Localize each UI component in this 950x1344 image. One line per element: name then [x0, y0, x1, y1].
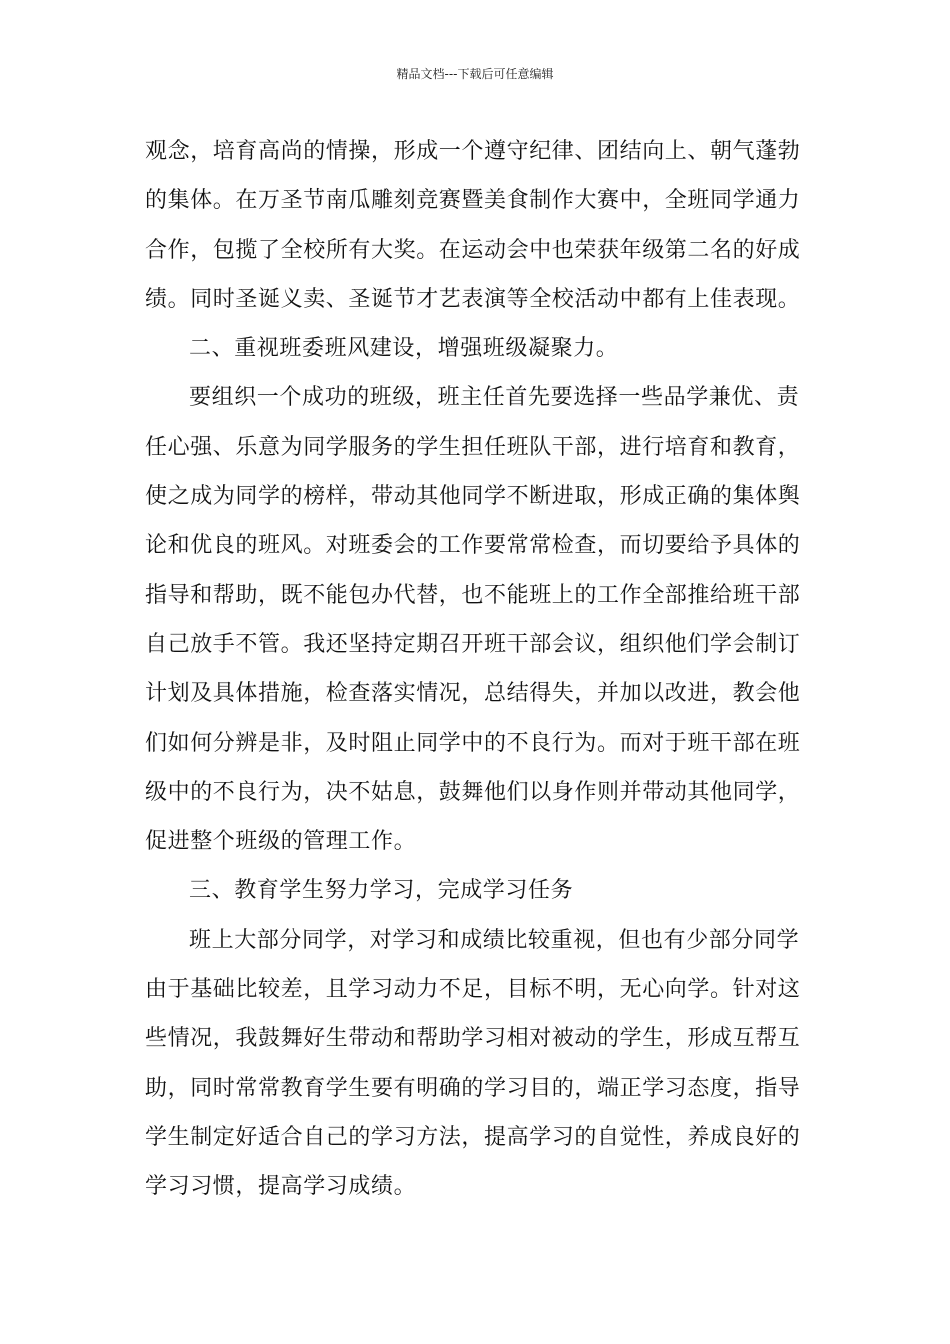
text-line: 学生制定好适合自己的学习方法，提高学习的自觉性，养成良好的 [145, 1124, 801, 1150]
text-line: 论和优良的班风。对班委会的工作要常常检查，而切要给予具体的 [145, 533, 801, 559]
text-line: 级中的不良行为，决不姑息，鼓舞他们以身作则并带动其他同学， [145, 779, 801, 805]
text-line: 们如何分辨是非，及时阻止同学中的不良行为。而对于班干部在班 [145, 730, 801, 756]
text-line: 绩。同时圣诞义卖、圣诞节才艺表演等全校活动中都有上佳表现。 [145, 286, 801, 312]
text-line: 促进整个班级的管理工作。 [145, 829, 417, 855]
section-heading: 二、重视班委班风建设，增强班级凝聚力。 [189, 336, 619, 362]
text-line: 由于基础比较差，且学习动力不足，目标不明，无心向学。针对这 [145, 977, 801, 1003]
text-line: 任心强、乐意为同学服务的学生担任班队干部，进行培育和教育， [145, 434, 801, 460]
text-line: 观念，培育高尚的情操，形成一个遵守纪律、团结向上、朝气蓬勃 [145, 139, 801, 164]
section-heading: 三、教育学生努力学习，完成学习任务 [189, 878, 574, 904]
text-line: 要组织一个成功的班级，班主任首先要选择一些品学兼优、责 [189, 385, 800, 411]
text-line: 些情况，我鼓舞好生带动和帮助学习相对被动的学生，形成互帮互 [145, 1026, 801, 1052]
text-line: 指导和帮助，既不能包办代替，也不能班上的工作全部推给班干部 [145, 582, 801, 608]
text-line: 学习习惯，提高学习成绩。 [145, 1174, 417, 1200]
text-line: 自己放手不管。我还坚持定期召开班干部会议，组织他们学会制订 [145, 631, 801, 657]
document-body [145, 127, 807, 1212]
text-line: 助，同时常常教育学生要有明确的学习目的，端正学习态度，指导 [145, 1075, 801, 1101]
text-line: 的集体。在万圣节南瓜雕刻竞赛暨美食制作大赛中，全班同学通力 [145, 188, 801, 214]
text-line: 计划及具体措施，检查落实情况，总结得失，并加以改进，教会他 [145, 681, 801, 707]
text-line: 合作，包揽了全校所有大奖。在运动会中也荣获年级第二名的好成 [145, 237, 801, 263]
text-line: 班上大部分同学，对学习和成绩比较重视，但也有少部分同学 [189, 927, 800, 953]
page-header: 精品文档---下载后可任意编辑 [396, 67, 554, 81]
text-line: 使之成为同学的榜样，带动其他同学不断进取，形成正确的集体舆 [145, 484, 801, 510]
